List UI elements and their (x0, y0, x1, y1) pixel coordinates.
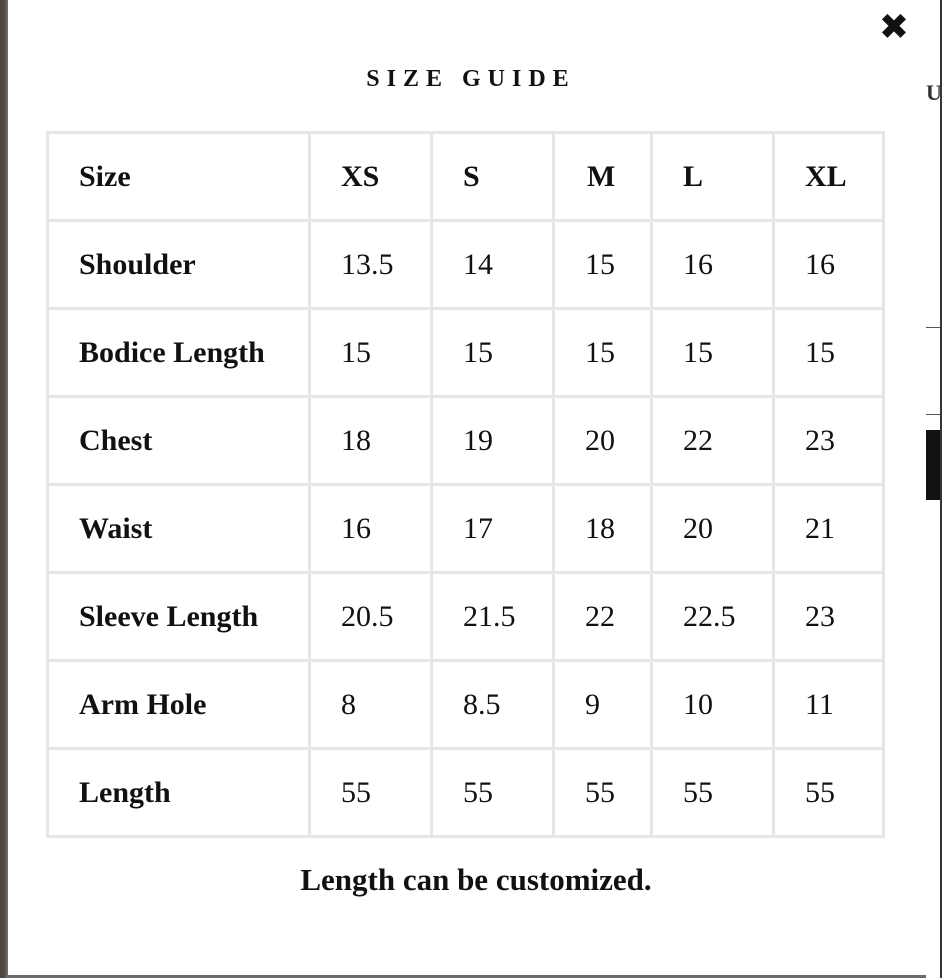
table-cell: 17 (433, 486, 552, 571)
row-label: Waist (49, 486, 308, 571)
modal-title: SIZE GUIDE (366, 66, 576, 92)
table-cell: 13.5 (311, 222, 430, 307)
row-label: Arm Hole (49, 662, 308, 747)
table-cell: 18 (311, 398, 430, 483)
header-cell: L (653, 134, 772, 219)
table-row (49, 310, 882, 395)
table-cell: 8 (311, 662, 430, 747)
header-cell: S (433, 134, 552, 219)
table-row (49, 398, 882, 483)
table-row (49, 486, 882, 571)
customization-note: Length can be customized. (300, 862, 652, 897)
background-page-edge (926, 0, 940, 978)
table-cell: 8.5 (433, 662, 552, 747)
row-label: Length (49, 750, 308, 835)
table-cell: 15 (433, 310, 552, 395)
header-cell: XS (311, 134, 430, 219)
table-cell: 23 (775, 574, 882, 659)
table-cell: 55 (433, 750, 552, 835)
background-button (926, 430, 940, 500)
table-cell: 22 (555, 574, 650, 659)
table-cell: 20 (653, 486, 772, 571)
table-row (49, 750, 882, 835)
table-cell: 20.5 (311, 574, 430, 659)
table-cell: 9 (555, 662, 650, 747)
table-cell: 15 (311, 310, 430, 395)
header-cell: XL (775, 134, 882, 219)
table-cell: 15 (555, 310, 650, 395)
divider (926, 327, 940, 328)
table-cell: 55 (311, 750, 430, 835)
table-cell: 23 (775, 398, 882, 483)
background-text-fragment: U (926, 80, 942, 105)
table-cell: 14 (433, 222, 552, 307)
header-cell: Size (49, 134, 308, 219)
table-cell: 22.5 (653, 574, 772, 659)
table-cell: 19 (433, 398, 552, 483)
table-row (49, 662, 882, 747)
table-cell: 55 (775, 750, 882, 835)
close-icon[interactable]: ✖ (878, 7, 910, 48)
table-cell: 15 (653, 310, 772, 395)
row-label: Shoulder (49, 222, 308, 307)
table-cell: 10 (653, 662, 772, 747)
size-table (46, 131, 885, 838)
header-cell: M (555, 134, 650, 219)
table-cell: 11 (775, 662, 882, 747)
row-label: Sleeve Length (49, 574, 308, 659)
table-cell: 18 (555, 486, 650, 571)
table-cell: 16 (311, 486, 430, 571)
table-cell: 15 (775, 310, 882, 395)
table-cell: 21.5 (433, 574, 552, 659)
table-cell: 22 (653, 398, 772, 483)
row-label: Chest (49, 398, 308, 483)
table-header-row (49, 134, 882, 219)
table-cell: 15 (555, 222, 650, 307)
table-cell: 55 (653, 750, 772, 835)
table-cell: 20 (555, 398, 650, 483)
size-guide-modal (8, 0, 926, 975)
table-cell: 16 (653, 222, 772, 307)
table-cell: 16 (775, 222, 882, 307)
row-label: Bodice Length (49, 310, 308, 395)
table-row (49, 574, 882, 659)
table-cell: 21 (775, 486, 882, 571)
divider (926, 414, 940, 415)
table-row (49, 222, 882, 307)
table-cell: 55 (555, 750, 650, 835)
